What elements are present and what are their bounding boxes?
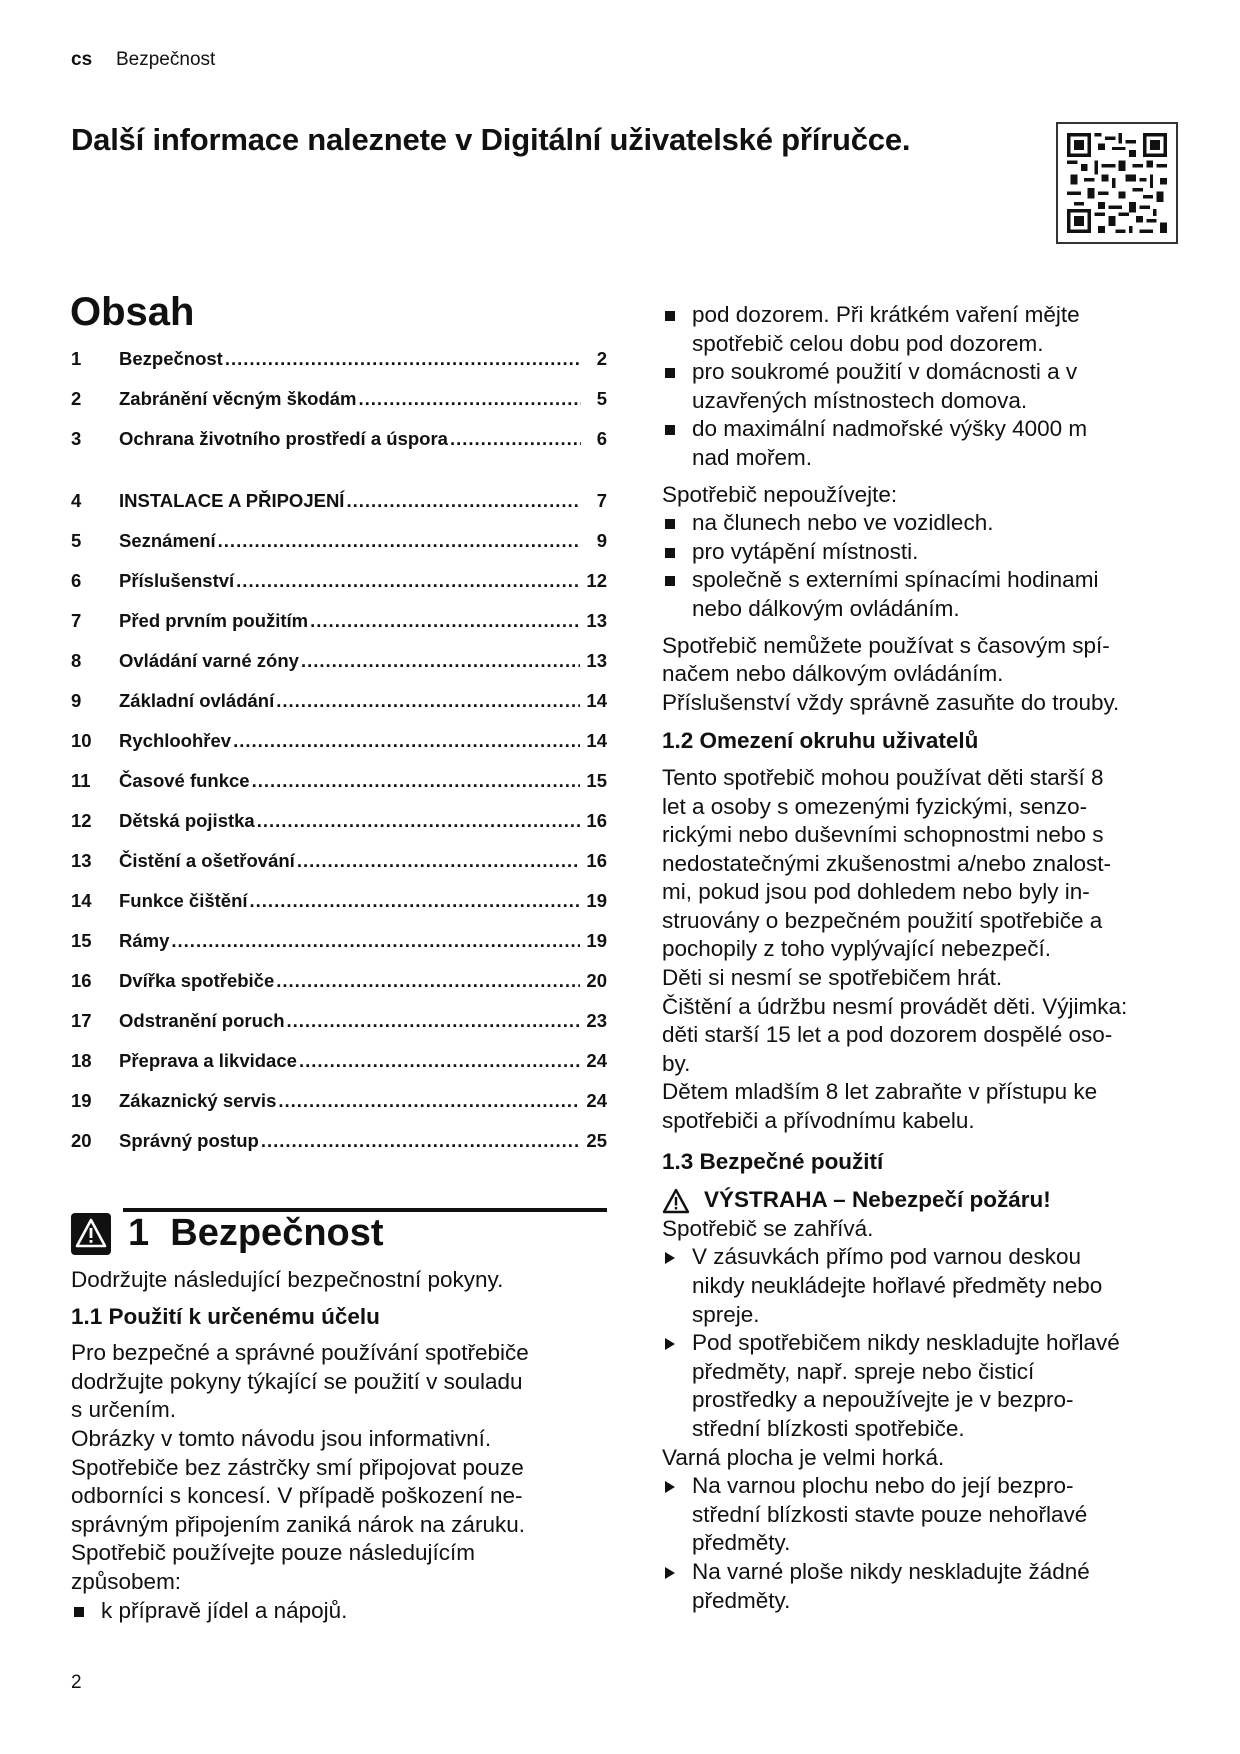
paragraph (71, 1454, 611, 1540)
text-line: struovány o bezpečném použití spotřebiče a (662, 907, 1103, 933)
toc-entry-number: 6 (71, 570, 82, 591)
toc-entry-page: 19 (586, 930, 607, 951)
text-line: Dětem mladším 8 let zabraňte v přístupu ke (662, 1079, 1098, 1105)
toc-entry-title: INSTALACE A PŘIPOJENÍ (119, 490, 345, 511)
qr-code-icon (1067, 133, 1167, 233)
list-item (662, 566, 1202, 623)
toc-entry-number: 10 (71, 730, 92, 751)
toc-entry-page: 16 (586, 810, 607, 831)
text-line: k přípravě jídel a nápojů. (101, 1597, 348, 1623)
toc-leader-dots (225, 348, 581, 370)
toc-entry[interactable] (71, 530, 607, 570)
text-line: nad mořem. (692, 444, 813, 470)
text-line: spotřebiči a přívodnímu kabelu. (662, 1108, 975, 1134)
section-warning-badge (71, 1213, 111, 1255)
bullet-list (662, 509, 1202, 623)
instruction-step (662, 1329, 1202, 1443)
toc-entry-number: 8 (71, 650, 82, 671)
toc-entry[interactable] (71, 610, 607, 650)
toc-leader-dots (257, 810, 581, 832)
toc-entry-title: Zákaznický servis (119, 1090, 277, 1111)
list-item (662, 301, 1202, 358)
toc-entry[interactable] (71, 690, 607, 730)
toc-entry-page: 6 (596, 428, 607, 449)
bullet-list (662, 301, 1202, 473)
toc-entry-page: 13 (586, 610, 607, 631)
list-item (662, 358, 1202, 415)
text-line: prostředky a nepoužívejte je v bezpro- (692, 1387, 1074, 1413)
toc-entry[interactable] (71, 428, 607, 468)
dont-use-intro: Spotřebič nepoužívejte: (662, 481, 898, 507)
instruction-step (662, 1472, 1202, 1558)
left-column (71, 1266, 611, 1625)
text-line: nedostatečnými zkušenostmi a/nebo znalost- (662, 850, 1111, 876)
toc-entry[interactable] (71, 1130, 607, 1170)
toc-entry[interactable] (71, 1050, 607, 1090)
toc-leader-dots (236, 570, 580, 592)
toc-entry-title: Časové funkce (119, 770, 250, 791)
toc-leader-dots (261, 1130, 581, 1152)
toc-entry-title: Přeprava a likvidace (119, 1050, 297, 1071)
toc-entry-page: 7 (596, 490, 607, 511)
running-header-section: Bezpečnost (116, 49, 216, 70)
toc-entry-title: Příslušenství (119, 570, 235, 591)
toc-entry-title: Dětská pojistka (119, 810, 255, 831)
toc-entry[interactable] (71, 970, 607, 1010)
subsection-heading-1-1: 1.1 Použití k určenému účelu (71, 1303, 380, 1329)
text-line: pro soukromé použití v domácnosti a v (692, 359, 1078, 385)
toc-entry-page: 2 (596, 348, 607, 369)
toc-entry-title: Funkce čištění (119, 890, 248, 911)
toc-entry-title: Odstranění poruch (119, 1010, 285, 1031)
paragraph (662, 632, 1202, 689)
toc-leader-dots (310, 610, 580, 632)
text-line: pod dozorem. Při krátkém vaření mějte (692, 302, 1080, 327)
toc-entry-number: 9 (71, 690, 82, 711)
paragraph (662, 993, 1202, 1079)
toc-entry-number: 1 (71, 348, 82, 369)
triangle-bullet-icon (665, 1481, 675, 1493)
list-item (71, 1597, 611, 1626)
text-line: Pod spotřebičem nikdy neskladujte hořlavé (692, 1330, 1120, 1356)
toc-entry-title: Zabránění věcným škodám (119, 388, 357, 409)
paragraph (71, 1425, 611, 1454)
toc-entry-page: 20 (586, 970, 607, 991)
toc-entry[interactable] (71, 1090, 607, 1130)
text-line: předměty. (692, 1530, 791, 1556)
toc-entry-number: 14 (71, 890, 92, 911)
step-list (662, 1472, 1202, 1615)
toc-entry-title: Základní ovládání (119, 690, 275, 711)
toc-entry-page: 24 (586, 1050, 607, 1071)
right-column (662, 301, 1202, 1615)
toc-entry-page: 16 (586, 850, 607, 871)
toc-entry-number: 4 (71, 490, 82, 511)
text-line: uzavřených místnostech domova. (692, 387, 1028, 413)
toc-entry-number: 7 (71, 610, 82, 631)
text-line: Spotřebič nemůžete používat s časovým spí- (662, 632, 1110, 658)
toc-entry[interactable] (71, 348, 607, 388)
toc-entry[interactable] (71, 890, 607, 930)
section-title: Bezpečnost (170, 1212, 384, 1254)
toc-entry-title: Správný postup (119, 1130, 259, 1151)
toc-leader-dots (287, 1010, 581, 1032)
text-line: střední blízkosti spotřebiče. (692, 1415, 965, 1441)
paragraph (662, 689, 1202, 718)
text-line: nikdy neukládejte hořlavé předměty nebo (692, 1273, 1103, 1298)
text-line: Děti si nesmí se spotřebičem hrát. (662, 965, 1003, 991)
toc-entry-title: Před prvním použitím (119, 610, 309, 631)
subsection-heading-1-2: 1.2 Omezení okruhu uživatelů (662, 728, 979, 754)
subsection-heading-1-3: 1.3 Bezpečné použití (662, 1148, 884, 1174)
text-line: dodržujte pokyny týkající se použití v souladu (71, 1368, 523, 1394)
page-number: 2 (71, 1672, 82, 1693)
toc-leader-dots (276, 690, 580, 712)
toc-entry[interactable] (71, 650, 607, 690)
toc-entry-page: 12 (586, 570, 607, 591)
toc-entry-page: 5 (596, 388, 607, 409)
toc-leader-dots (297, 850, 581, 872)
digital-manual-title: Další informace naleznete v Digitální uživatelské příručce. (71, 122, 911, 157)
toc-entry-number: 2 (71, 388, 82, 409)
text-line: Spotřebič používejte pouze následujícím (71, 1540, 475, 1566)
toc-leader-dots (171, 930, 580, 952)
toc-entry-page: 9 (596, 530, 607, 551)
toc-entry[interactable] (71, 570, 607, 610)
square-bullet-icon (665, 519, 675, 529)
square-bullet-icon (665, 368, 675, 378)
toc-entry-page: 13 (586, 650, 607, 671)
toc-entry[interactable] (71, 1010, 607, 1050)
toc-entry-number: 17 (71, 1010, 92, 1031)
text-line: V zásuvkách přímo pod varnou deskou (692, 1244, 1081, 1270)
list-item (662, 538, 1202, 567)
paragraph (71, 1539, 611, 1596)
text-line: odborníci s koncesí. V případě poškození ne- (71, 1483, 523, 1509)
text-line: s určením. (71, 1397, 177, 1423)
text-line: Příslušenství vždy správně zasuňte do trouby. (662, 689, 1120, 715)
toc-leader-dots (233, 730, 580, 752)
toc-entry-number: 12 (71, 810, 92, 831)
toc-leader-dots (346, 490, 581, 512)
toc-leader-dots (278, 1090, 580, 1112)
toc-entry-title: Ochrana životního prostředí a úspora (119, 428, 448, 449)
qr-code[interactable] (1056, 122, 1178, 244)
toc-entry[interactable] (71, 770, 607, 810)
toc-leader-dots (359, 388, 581, 410)
bullet-list (71, 1597, 611, 1626)
toc-entry-number: 3 (71, 428, 82, 449)
toc-entry[interactable] (71, 850, 607, 890)
warning-title: VÝSTRAHA – Nebezpečí požáru! (704, 1187, 1051, 1213)
toc-entry[interactable] (71, 490, 607, 530)
toc-entry-number: 20 (71, 1130, 92, 1151)
list-item (662, 509, 1202, 538)
toc-entry-number: 18 (71, 1050, 92, 1071)
table-of-contents (71, 348, 607, 1170)
toc-entry-number: 15 (71, 930, 92, 951)
toc-leader-dots (301, 650, 580, 672)
instruction-step (662, 1558, 1202, 1615)
toc-leader-dots (218, 530, 581, 552)
fire-warning-heading (662, 1186, 1202, 1215)
text-line: Tento spotřebič mohou používat děti starší 8 (662, 764, 1104, 790)
text-line: děti starší 15 let a pod dozorem dospělé oso- (662, 1022, 1113, 1048)
toc-entry[interactable] (71, 930, 607, 970)
list-item (662, 415, 1202, 472)
toc-leader-dots (450, 428, 581, 450)
text-line: rickými nebo duševními schopnostmi nebo s (662, 822, 1104, 848)
text-line: pro vytápění místnosti. (692, 538, 919, 564)
text-line: by. (662, 1050, 691, 1076)
text-line: nebo dálkovým ovládáním. (692, 595, 960, 621)
toc-entry-title: Ovládání varné zóny (119, 650, 299, 671)
text-line: Čištění a údržbu nesmí provádět děti. Výjimka: (662, 993, 1128, 1019)
text-line: způsobem: (71, 1568, 182, 1594)
triangle-bullet-icon (665, 1338, 675, 1350)
triangle-bullet-icon (665, 1567, 675, 1579)
toc-entry[interactable] (71, 730, 607, 770)
text-line: spotřebič celou dobu pod dozorem. (692, 330, 1044, 356)
section-lead: Dodržujte následující bezpečnostní pokyny. (71, 1267, 504, 1292)
text-line: do maximální nadmořské výšky 4000 m (692, 416, 1088, 442)
square-bullet-icon (665, 311, 675, 321)
toc-entry-page: 19 (586, 890, 607, 911)
toc-leader-dots (252, 770, 581, 792)
paragraph (662, 1078, 1202, 1135)
toc-entry-title: Bezpečnost (119, 348, 223, 369)
text-line: Na varnou plochu nebo do její bezpro- (692, 1473, 1074, 1499)
text-line: Pro bezpečné a správné používání spotřebiče (71, 1340, 529, 1366)
text-line: pochopily z toho vyplývající nebezpečí. (662, 936, 1051, 962)
toc-leader-dots (276, 970, 580, 992)
square-bullet-icon (665, 425, 675, 435)
text-line: spreje. (692, 1301, 760, 1327)
text-line: správným připojením zaniká nárok na záruku. (71, 1511, 525, 1537)
square-bullet-icon (665, 548, 675, 558)
warning-icon (662, 1188, 690, 1214)
text-line: Na varné ploše nikdy neskladujte žádné (692, 1558, 1090, 1584)
toc-entry-number: 19 (71, 1090, 92, 1111)
toc-entry[interactable] (71, 388, 607, 428)
step-list (662, 1243, 1202, 1443)
text-line: na člunech nebo ve vozidlech. (692, 510, 994, 536)
square-bullet-icon (74, 1607, 84, 1617)
toc-entry-title: Rámy (119, 930, 170, 951)
toc-entry-title: Dvířka spotřebiče (119, 970, 275, 991)
paragraph (662, 764, 1202, 964)
text-line: předměty. (692, 1587, 791, 1613)
text-line: načem nebo dálkovým ovládáním. (662, 661, 1004, 687)
text-line: střední blízkosti stavte pouze nehořlavé (692, 1501, 1088, 1527)
paragraph (662, 964, 1202, 993)
text-line: společně s externími spínacími hodinami (692, 567, 1099, 593)
section-heading (128, 1212, 384, 1255)
toc-entry-number: 13 (71, 850, 92, 871)
toc-entry-page: 24 (586, 1090, 607, 1111)
square-bullet-icon (665, 576, 675, 586)
section-number: 1 (128, 1212, 150, 1254)
toc-entry-title: Čistění a ošetřování (119, 850, 295, 871)
toc-entry-page: 14 (586, 730, 607, 751)
language-code: cs (71, 49, 93, 70)
text-line: předměty, např. spreje nebo čisticí (692, 1358, 1035, 1384)
toc-entry-page: 25 (586, 1130, 607, 1151)
toc-entry[interactable] (71, 810, 607, 850)
toc-leader-dots (299, 1050, 580, 1072)
toc-entry-page: 15 (586, 770, 607, 791)
toc-entry-number: 5 (71, 530, 82, 551)
toc-entry-number: 16 (71, 970, 92, 991)
instruction-step (662, 1243, 1202, 1329)
text-line: Obrázky v tomto návodu jsou informativní. (71, 1425, 492, 1451)
triangle-bullet-icon (665, 1252, 675, 1264)
text-line: let a osoby s omezenými fyzickými, senzo- (662, 793, 1088, 819)
toc-entry-title: Seznámení (119, 530, 216, 551)
toc-leader-dots (250, 890, 581, 912)
paragraph (71, 1339, 611, 1425)
toc-title: Obsah (70, 290, 195, 334)
hazard-statement: Spotřebič se zahřívá. (662, 1215, 874, 1241)
toc-entry-title: Rychloohřev (119, 730, 232, 751)
toc-entry-number: 11 (71, 770, 91, 791)
text-line: mi, pokud jsou pod dohledem nebo byly in- (662, 879, 1090, 905)
hazard-statement: Varná plocha je velmi horká. (662, 1444, 945, 1470)
toc-entry-page: 14 (586, 690, 607, 711)
text-line: Spotřebiče bez zástrčky smí připojovat pouze (71, 1454, 524, 1480)
warning-icon (75, 1218, 107, 1249)
toc-entry-page: 23 (586, 1010, 607, 1031)
